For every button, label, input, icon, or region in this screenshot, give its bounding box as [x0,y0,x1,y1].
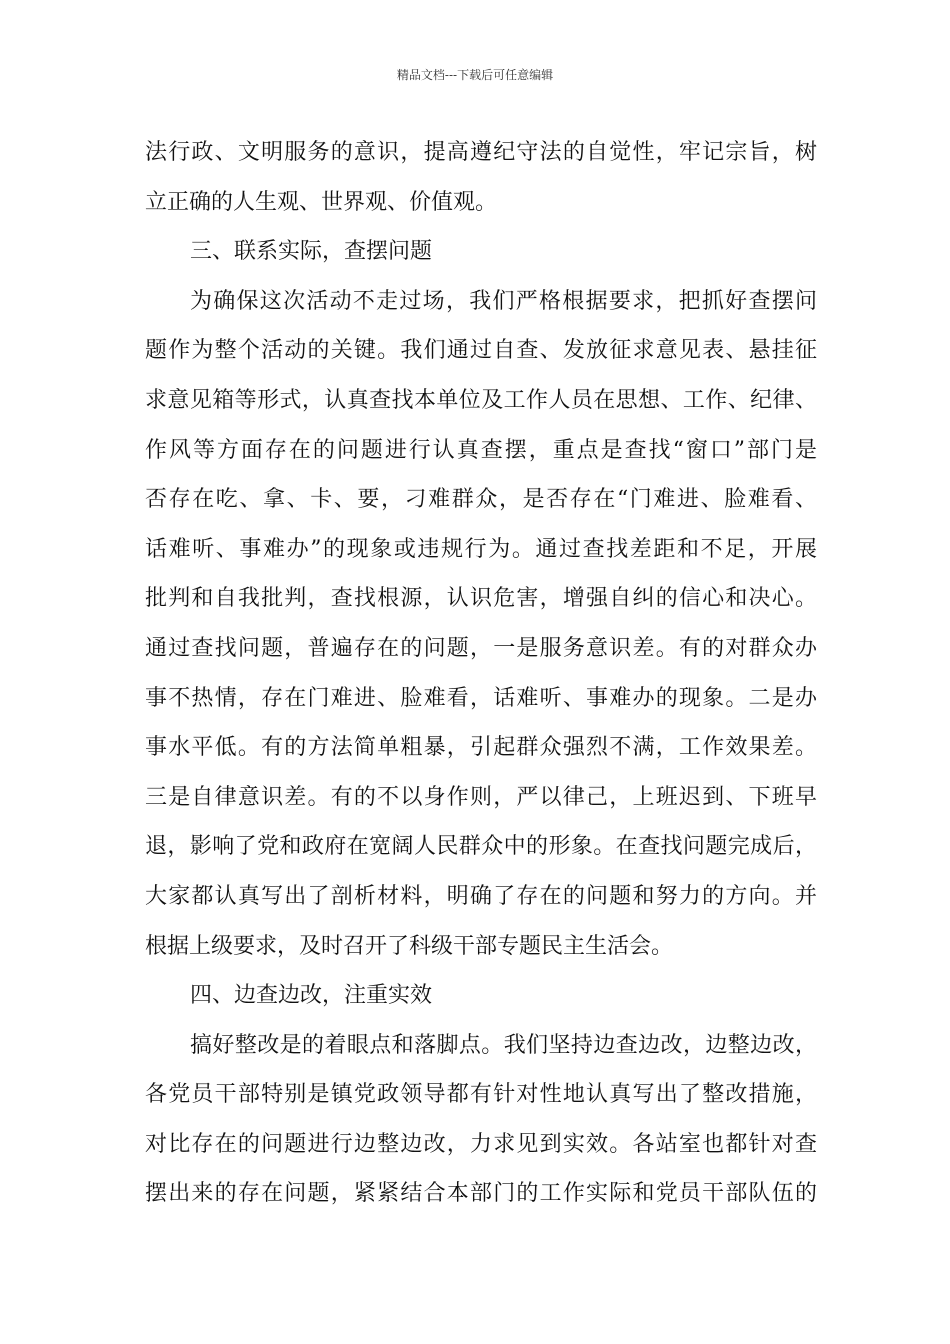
section-heading: 三、联系实际，查摆问题 [190,239,433,265]
text-line: 通过查找问题，普遍存在的问题，一是服务意识差。有的对群众办 [145,635,817,661]
text-line: 对比存在的问题进行边整边改，力求见到实效。各站室也都针对查 [145,1131,817,1157]
text-line: 大家都认真写出了剖析材料，明确了存在的问题和努力的方向。并 [145,883,817,909]
text-line: 根据上级要求，及时召开了科级干部专题民主生活会。 [145,933,674,959]
text-line: 各党员干部特别是镇党政领导都有针对性地认真写出了整改措施， [145,1082,817,1108]
text-line: 三是自律意识差。有的不以身作则，严以律己，上班迟到、下班早 [145,784,817,810]
text-line: 搞好整改是的着眼点和落脚点。我们坚持边查边改，边整边改， [190,1032,817,1058]
text-line: 立正确的人生观、世界观、价值观。 [145,189,498,215]
text-line: 为确保这次活动不走过场，我们严格根据要求，把抓好查摆问 [190,288,817,314]
text-line: 事不热情，存在门难进、脸难看，话难听、事难办的现象。二是办 [145,685,817,711]
text-line: 否存在吃、拿、卡、要，刁难群众，是否存在“门难进、脸难看、 [145,487,817,513]
text-line: 法行政、文明服务的意识，提高遵纪守法的自觉性，牢记宗旨，树 [145,140,817,165]
text-line: 摆出来的存在问题，紧紧结合本部门的工作实际和党员干部队伍的 [145,1181,817,1207]
document-body [145,128,817,1219]
text-line: 作风等方面存在的问题进行认真查摆，重点是查找“窗口”部门是 [145,437,817,463]
section-heading: 四、边查边改，注重实效 [190,983,433,1009]
text-line: 批判和自我批判，查找根源，认识危害，增强自纠的信心和决心。 [145,586,817,612]
text-line: 题作为整个活动的关键。我们通过自查、发放征求意见表、悬挂征 [145,338,817,364]
page-header: 精品文档---下载后可任意编辑 [396,68,554,82]
text-line: 话难听、事难办”的现象或违规行为。通过查找差距和不足，开展 [145,536,817,562]
text-line: 事水平低。有的方法简单粗暴，引起群众强烈不满，工作效果差。 [145,735,817,761]
text-line: 求意见箱等形式，认真查找本单位及工作人员在思想、工作、纪律、 [145,387,817,413]
text-line: 退，影响了党和政府在宽阔人民群众中的形象。在查找问题完成后， [145,834,817,860]
